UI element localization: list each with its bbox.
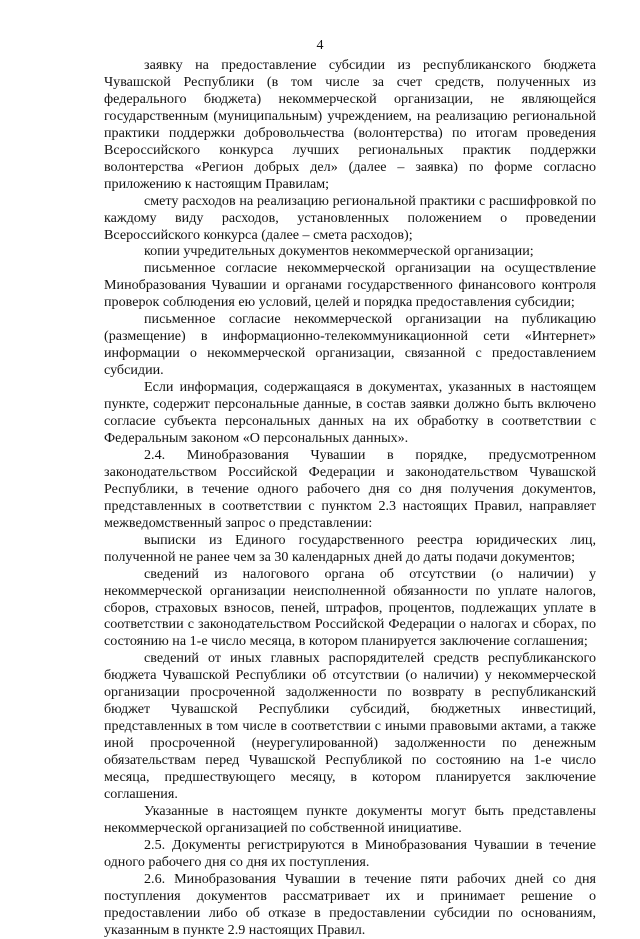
document-body — [104, 57, 596, 939]
paragraph-application: заявку на предоставление субсидии из республиканского бюджета Чувашской Республики (в том числе за счет средств, полученных из федерального бюджета) некоммерческой организации, не являющейся государственным (муниципальным) учреждением, на реализацию региональной практики поддержки добровольчества (волонтерства) по итогам проведения Всероссийского конкурса лучших региональных практик поддержки волонтерства «Регион добрых дел» (далее – заявка) по форме согласно приложению к настоящим Правилам; — [104, 57, 596, 192]
paragraph-2-5: 2.5. Документы регистрируются в Минобразования Чувашии в течение одного рабочего дня со дня их поступления. — [104, 836, 596, 870]
paragraph-tax-info: сведений из налогового органа об отсутствии (о наличии) у некоммерческой организации неисполненной обязанности по уплате налогов, сборов, страховых взносов, пеней, штрафов, процентов, подлежащих уплате в соответствии с законодательством Российской Федерации о налогах и сборах, по состоянию на 1-е число месяца, в котором планируется заключение соглашения; — [104, 565, 596, 650]
paragraph-founding-documents: копии учредительных документов некоммерческой организации; — [144, 243, 534, 260]
page-number: 4 — [316, 38, 324, 53]
paragraph-registry-extract: выписки из Единого государственного реестра юридических лиц, полученной не ранее чем за 30 календарных дней до даты подачи документов; — [104, 531, 596, 565]
paragraph-consent-inspection: письменное согласие некоммерческой организации на осуществление Минобразования Чувашии и органами государственного финансового контроля проверок соблюдения ею условий, целей и порядка предоставления субсидии; — [104, 260, 596, 311]
paragraph-2-4: 2.4. Минобразования Чувашии в порядке, предусмотренном законодательством Российской Федерации и законодательством Чувашской Республики, в течение одного рабочего дня со дня получения документов, представленных в соответствии с пунктом 2.3 настоящих Правил, направляет межведомственный запрос о представлении: — [104, 446, 596, 531]
paragraph-2-6: 2.6. Минобразования Чувашии в течение пяти рабочих дней со дня поступления документов рассматривает их и принимает решение о предоставлении либо об отказе в предоставлении субсидии по основаниям, указанным в пункте 2.9 настоящих Правил. — [104, 870, 596, 938]
paragraph-cost-estimate: смету расходов на реализацию региональной практики с расшифровкой по каждому виду расходов, установленных положением о проведении Всероссийского конкурса (далее – смета расходов); — [104, 192, 596, 243]
paragraph-personal-data: Если информация, содержащаяся в документах, указанных в настоящем пункте, содержит персональные данные, в состав заявки должно быть включено согласие субъекта персональных данных на их обработку в соответствии с Федеральным законом «О персональных данных». — [104, 379, 596, 446]
paragraph-own-initiative: Указанные в настоящем пункте документы могут быть представлены некоммерческой организацией по собственной инициативе. — [104, 802, 596, 836]
paragraph-budget-debt-info: сведений от иных главных распорядителей средств республиканского бюджета Чувашской Республики об отсутствии (о наличии) у некоммерческой организации просроченной задолженности по возврату в республиканский бюджет Чувашской Республики субсидий, бюджетных инвестиций, представленных в том числе в соответствии с иными правовыми актами, а также иной просроченной (неурегулированной) задолженности по денежным обязательствам перед Чувашской Республикой по состоянию на 1-е число месяца, предшествующего месяцу, в котором планируется заключение соглашения. — [104, 650, 596, 802]
paragraph-consent-publication: письменное согласие некоммерческой организации на публикацию (размещение) в информационно-телекоммуникационной сети «Интернет» информации о некоммерческой организации, связанной с предоставлением субсидии. — [104, 311, 596, 379]
